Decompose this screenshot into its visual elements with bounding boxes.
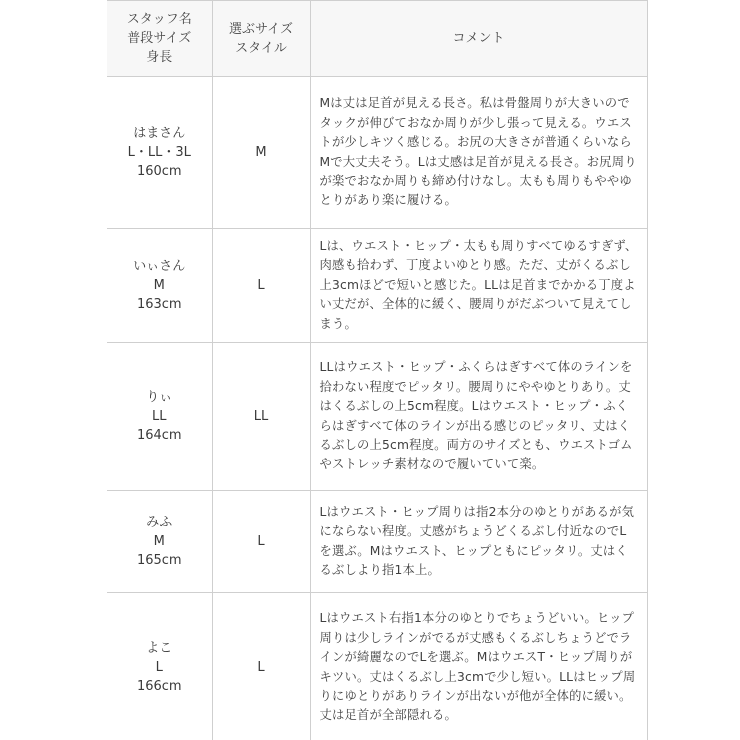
staff-height: 166cm (136, 679, 182, 694)
staff-name: よこ (146, 641, 173, 656)
staff-height: 163cm (136, 297, 182, 312)
staff-cell (107, 491, 212, 593)
header-usual-size: 普段サイズ (127, 31, 192, 46)
comment-cell: Lは、ウエスト・ヒップ・太もも周りすべてゆるすぎず、肉感も拾わず、丁度よいゆとり感。ただ、丈がくるぶし上3cmほどで短いと感じた。LLは足首までかかる丁度よい丈だが、全体的に緩く、腰周りがだぶついて見えてしまう。 (310, 229, 647, 343)
staff-name: りぃ (146, 390, 173, 405)
header-staff (107, 1, 212, 77)
staff-usual-size: L (155, 660, 163, 675)
table-row (107, 593, 647, 740)
staff-size-table (107, 0, 648, 740)
header-style: スタイル (235, 40, 287, 56)
table-row (107, 229, 647, 343)
staff-usual-size: M (153, 278, 165, 293)
comment-cell: Lはウエスト右指1本分のゆとりでちょうどいい。ヒップ周りは少しラインがでるが丈感もくるぶしちょうどでラインが綺麗なのでLを選ぶ。MはウエスT・ヒップ周りがキツい。丈はくるぶし上3cmで少し短い。LLはヒップ周りにゆとりがありラインが出ないが他が全体的に緩い。丈は足首が全部隠れる。 (310, 593, 647, 740)
header-size-choice (212, 1, 310, 77)
staff-usual-size: M (153, 534, 165, 549)
staff-height: 164cm (136, 428, 182, 443)
staff-cell (107, 77, 212, 229)
header-chosen-size: 選ぶサイズ (229, 21, 293, 37)
comment-cell: LLはウエスト・ヒップ・ふくらはぎすべて体のラインを拾わない程度でピッタリ。腰周りにややゆとりあり。丈はくるぶしの上5cm程度。Lはウエスト・ヒップ・ふくらはぎすべて体のラインが出る感じのピッタリ、丈はくるぶしの上5cm程度。両方のサイズとも、ウエストゴムやストレッチ素材なので履いていて楽。 (310, 343, 647, 491)
size-cell: L (212, 229, 310, 343)
staff-cell (107, 229, 212, 343)
size-cell: M (212, 77, 310, 229)
comment-cell: Mは丈は足首が見える長さ。私は骨盤周りが大きいのでタックが伸びておなか周りが少し張って見える。ウエストが少しキツく感じる。お尻の大きさが普通くらいならMで大丈夫そう。Lは丈感は足首が見える長さ。お尻周りが楽でおなか周りも締め付けなし。太もも周りもややゆとりがあり楽に履ける。 (310, 77, 647, 229)
staff-cell (107, 593, 212, 740)
header-comment: コメント (310, 1, 647, 77)
header-staff-name: スタッフ名 (126, 12, 192, 27)
size-cell: L (212, 593, 310, 740)
table-row (107, 491, 647, 593)
staff-name: いぃさん (133, 259, 186, 274)
table-row (107, 343, 647, 491)
staff-name: みふ (146, 515, 173, 530)
table-row (107, 77, 647, 229)
staff-usual-size: L・LL・3L (127, 145, 191, 160)
staff-usual-size: LL (152, 409, 167, 424)
size-cell: L (212, 491, 310, 593)
staff-cell (107, 343, 212, 491)
staff-name: はまさん (133, 126, 186, 141)
table-header-row (107, 1, 647, 77)
header-height: 身長 (146, 50, 173, 65)
comment-cell: Lはウエスト・ヒップ周りは指2本分のゆとりがあるが気にならない程度。丈感がちょうどくるぶし付近なのでLを選ぶ。Mはウエスト、ヒップともにピッタリ。丈はくるぶしより指1本上。 (310, 491, 647, 593)
size-cell: LL (212, 343, 310, 491)
staff-height: 165cm (136, 553, 182, 568)
staff-height: 160cm (136, 164, 182, 179)
